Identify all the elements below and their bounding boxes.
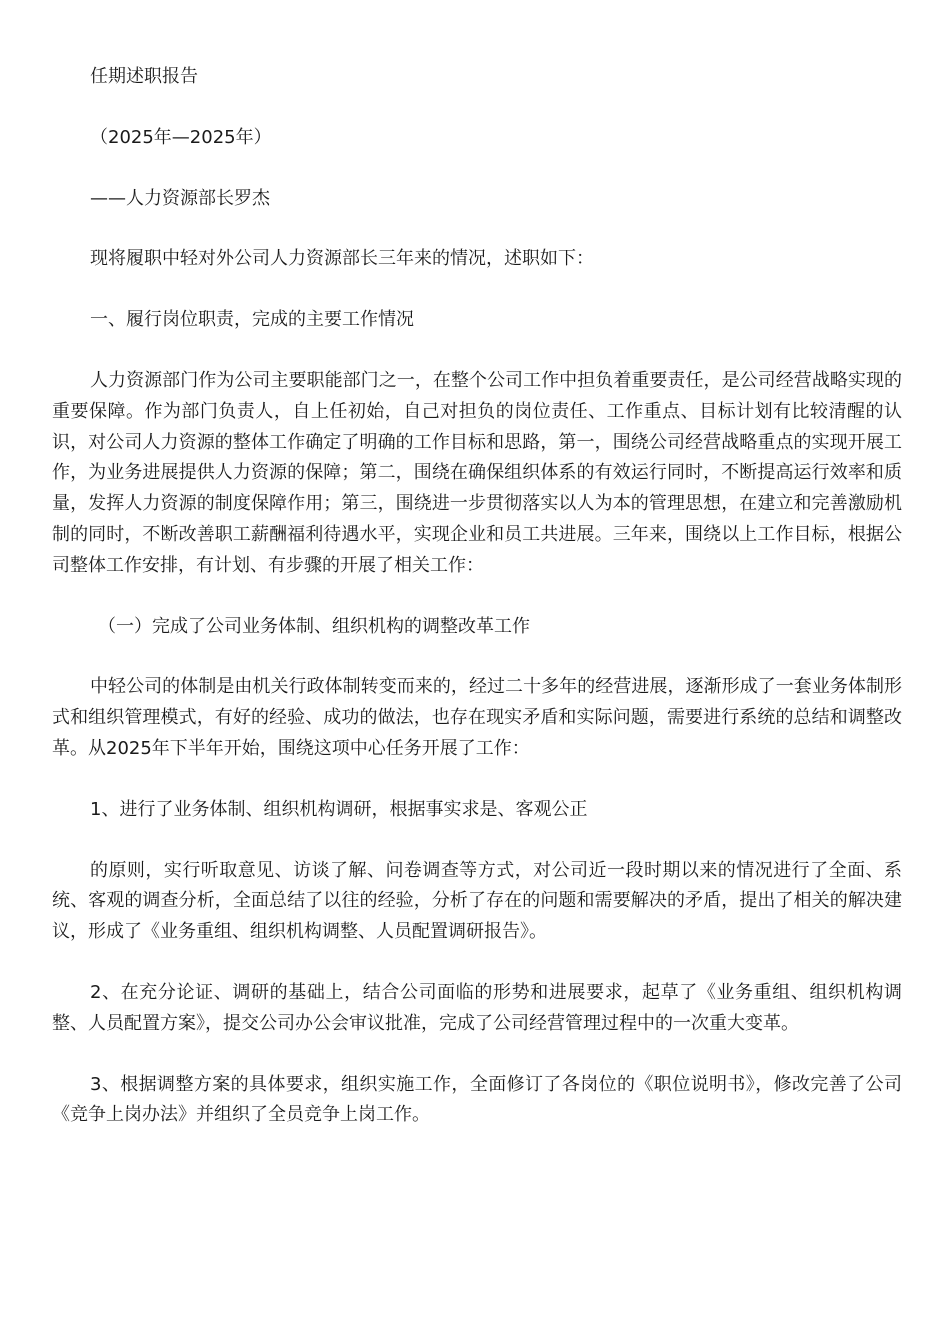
document-intro: 现将履职中轻对外公司人力资源部长三年来的情况，述职如下：	[90, 248, 594, 270]
document-title: 任期述职报告	[90, 66, 198, 87]
section-1-heading: 一、履行岗位职责，完成的主要工作情况	[90, 309, 414, 331]
document-page	[52, 62, 902, 1161]
item-3: 3、根据调整方案的具体要求，组织实施工作，全面修订了各岗位的《职位说明书》，修改完善了公司《竞争上岗办法》并组织了全员竞争上岗工作。	[52, 1073, 902, 1126]
item-2: 2、在充分论证、调研的基础上，结合公司面临的形势和进展要求，起草了《业务重组、组织机构调整、人员配置方案》，提交公司办公会审议批准，完成了公司经营管理过程中的一次重大变革。	[52, 981, 902, 1034]
item-1: 1、进行了业务体制、组织机构调研，根据事实求是、客观公正	[90, 798, 588, 820]
item-1-continuation: 的原则，实行听取意见、访谈了解、问卷调查等方式，对公司近一段时期以来的情况进行了全面、系统、客观的调查分析，全面总结了以往的经验，分析了存在的问题和需要解决的矛盾，提出了相关的解决建议，形成了《业务重组、组织机构调整、人员配置调研报告》。	[52, 859, 902, 943]
document-author-line: ——人力资源部长罗杰	[90, 187, 270, 209]
subsection-1-body: 中轻公司的体制是由机关行政体制转变而来的，经过二十多年的经营进展，逐渐形成了一套业务体制形式和组织管理模式，有好的经验、成功的做法，也存在现实矛盾和实际问题，需要进行系统的总结和调整改革。从2025年下半年开始，围绕这项中心任务开展了工作：	[52, 676, 902, 759]
document-period: （2025年—2025年）	[90, 126, 272, 148]
section-1-body: 人力资源部门作为公司主要职能部门之一，在整个公司工作中担负着重要责任，是公司经营战略实现的重要保障。作为部门负责人，自上任初始，自己对担负的岗位责任、工作重点、目标计划有比较清醒的认识，对公司人力资源的整体工作确定了明确的工作目标和思路，第一，围绕公司经营战略重点的实现开展工作，为业务进展提供人力资源的保障；第二，围绕在确保组织体系的有效运行同时，不断提高运行效率和质量，发挥人力资源的制度保障作用；第三，围绕进一步贯彻落实以人为本的管理思想，在建立和完善激励机制的同时，不断改善职工薪酬福利待遇水平，实现企业和员工共进展。三年来，围绕以上工作目标，根据公司整体工作安排，有计划、有步骤的开展了相关工作：	[52, 369, 902, 576]
subsection-1-heading: （一）完成了公司业务体制、组织机构的调整改革工作	[98, 615, 530, 637]
